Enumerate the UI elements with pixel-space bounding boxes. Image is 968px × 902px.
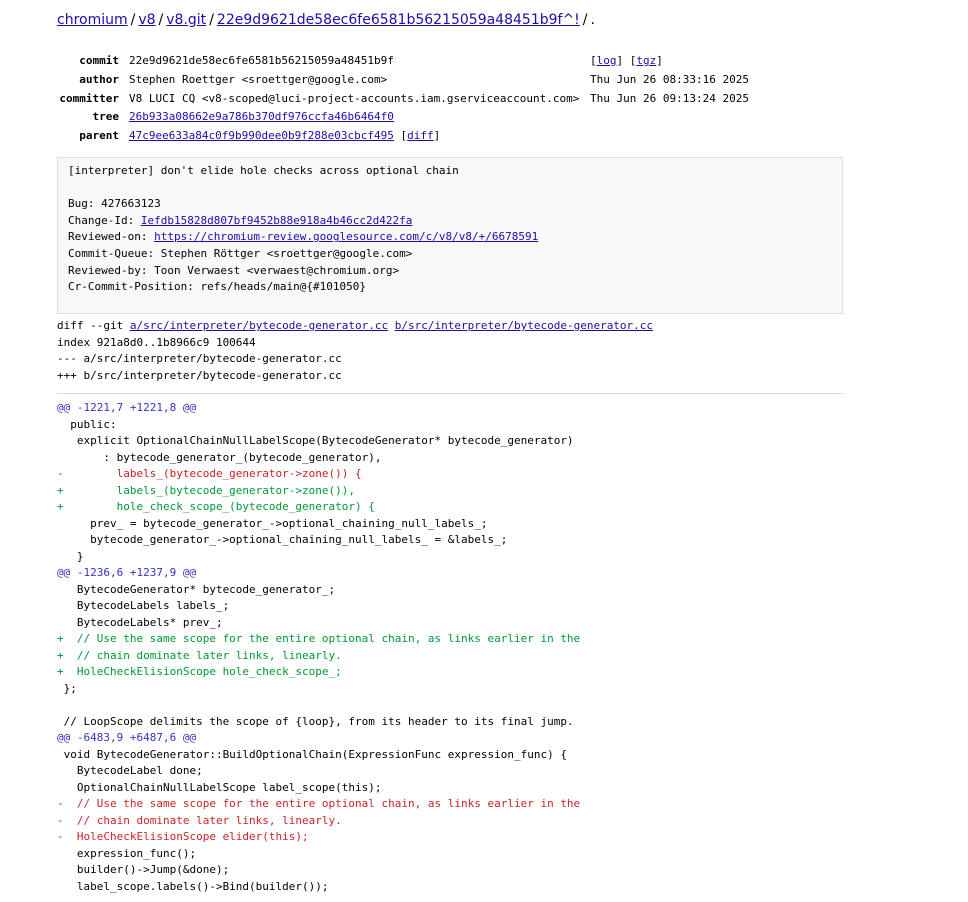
committer-label: committer: [59, 91, 119, 105]
diff-context-line: explicit OptionalChainNullLabelScope(BytecodeGenerator* bytecode_generator): [57, 434, 574, 447]
commit-links: [log] [tgz]: [590, 54, 663, 67]
diff-context-line: OptionalChainNullLabelScope label_scope(this);: [57, 780, 382, 794]
reviewed-on-line: [68, 229, 832, 246]
breadcrumb-link-commit[interactable]: 22e9d9621de58ec6fe6581b56215059a48451b9f^!: [216, 12, 580, 28]
commit-row: [57, 52, 847, 71]
diff-context-line: : bytecode_generator_(bytecode_generator),: [57, 450, 382, 464]
commit-queue-line: Commit-Queue: Stephen Röttger <sroettger@google.com>: [68, 246, 413, 260]
breadcrumb-link-chromium[interactable]: chromium: [57, 12, 128, 28]
reviewed-by-line: Reviewed-by: Toon Verwaest <verwaest@chromium.org>: [68, 263, 400, 277]
message-blank-line: [68, 180, 832, 197]
diff-removed-line: - HoleCheckElisionScope elider(this);: [57, 830, 309, 843]
diff-body: [57, 400, 580, 895]
diff-removed-line: - // Use the same scope for the entire optional chain, as links earlier in the: [57, 797, 581, 810]
tree-value: [129, 108, 394, 127]
diff-context-line: label_scope.labels()->Bind(builder());: [57, 879, 329, 893]
diff-context-line: BytecodeLabels* prev_;: [57, 615, 223, 629]
parent-label: parent: [79, 129, 119, 142]
diff-hunk-header: @@ -6483,9 +6487,6 @@: [57, 731, 197, 744]
breadcrumb-separator: /: [158, 12, 164, 28]
author-label: author: [79, 72, 119, 86]
diff-context-line: void BytecodeGenerator::BuildOptionalChain(ExpressionFunc expression_func) {: [57, 747, 567, 761]
parent-link[interactable]: 47c9ee633a84c0f9b990dee0b9f288e03cbcf495: [129, 129, 394, 142]
diff-context-line: BytecodeLabels labels_;: [57, 599, 230, 612]
breadcrumb-link-v8[interactable]: v8: [138, 12, 156, 28]
diff-context-line: expression_func();: [57, 846, 197, 860]
diff-added-line: + labels_(bytecode_generator->zone()),: [57, 483, 356, 497]
breadcrumb-separator: /: [582, 12, 588, 28]
diff-removed-line: - // chain dominate later links, linearly.: [57, 813, 342, 827]
diff-context-line: bytecode_generator_->optional_chaining_null_labels_ = &labels_;: [57, 533, 508, 546]
author-date: Thu Jun 26 08:33:16 2025: [590, 72, 749, 86]
diff-context-line: prev_ = bytecode_generator_->optional_chaining_null_labels_;: [57, 516, 488, 530]
diff-context-line: BytecodeGenerator* bytecode_generator_;: [57, 582, 336, 596]
commit-message: [57, 157, 843, 314]
bug-line: Bug: 427663123: [68, 197, 161, 211]
diff-link[interactable]: diff: [407, 129, 434, 142]
diff-removed-line: - labels_(bytecode_generator->zone()) {: [57, 467, 362, 480]
change-id-link[interactable]: Iefdb15828d807bf9452b88e918a4b46cc2d422fa: [140, 213, 413, 227]
diff-minus-file-line: --- a/src/interpreter/bytecode-generator.cc: [57, 352, 342, 365]
tree-link[interactable]: 26b933a08662e9a786b370df976ccfa46b6464f0: [129, 110, 394, 124]
log-link[interactable]: log: [596, 54, 617, 67]
change-id-label: Change-Id:: [68, 213, 141, 227]
diff-added-line: + hole_check_scope_(bytecode_generator) {: [57, 500, 375, 513]
diff-hunk-header: @@ -1221,7 +1221,8 @@: [57, 401, 197, 414]
breadcrumb-current: .: [590, 12, 595, 28]
tree-row: [57, 108, 847, 127]
author-value: Stephen Roettger <sroettger@google.com>: [129, 72, 388, 86]
diff-context-line: builder()->Jump(&done);: [57, 863, 230, 876]
author-row: [57, 71, 847, 90]
diff-added-line: + // chain dominate later links, linearly.: [57, 648, 342, 662]
diff-context-line: public:: [57, 417, 117, 431]
diff-context-line: BytecodeLabel done;: [57, 764, 203, 777]
tgz-link[interactable]: tgz: [636, 54, 657, 67]
diff-plus-file-line: +++ b/src/interpreter/bytecode-generator.cc: [57, 368, 342, 382]
diff-b-path-link[interactable]: b/src/interpreter/bytecode-generator.cc: [394, 319, 654, 332]
committer-date: Thu Jun 26 09:13:24 2025: [590, 91, 749, 105]
change-id-line: [68, 213, 832, 230]
parent-value: 47c9ee633a84c0f9b990dee0b9f288e03cbcf495 [diff]: [129, 129, 441, 142]
breadcrumb: [57, 12, 595, 28]
diff-added-line: + // Use the same scope for the entire optional chain, as links earlier in the: [57, 632, 581, 645]
diff-added-line: + HoleCheckElisionScope hole_check_scope_;: [57, 665, 342, 678]
breadcrumb-separator: /: [130, 12, 136, 28]
diff-context-line: [57, 697, 580, 714]
diff-hunk-header: @@ -1236,6 +1237,9 @@: [57, 566, 197, 579]
parent-row: [57, 127, 847, 146]
diff-git-prefix: diff --git: [57, 319, 130, 332]
diff-header: [57, 318, 653, 384]
diff-context-line: // LoopScope delimits the scope of {loop}, from its header to its final jump.: [57, 714, 574, 728]
reviewed-on-label: Reviewed-on:: [68, 230, 155, 244]
cr-commit-position-line: Cr-Commit-Position: refs/heads/main@{#101050}: [68, 280, 367, 294]
commit-label: commit: [79, 54, 119, 67]
commit-subject: [interpreter] don't elide hole checks across optional chain: [68, 164, 459, 177]
breadcrumb-separator: /: [209, 12, 214, 28]
commit-hash: 22e9d9621de58ec6fe6581b56215059a48451b9f: [129, 54, 394, 67]
committer-value: V8 LUCI CQ <v8-scoped@luci-project-accounts.iam.gserviceaccount.com>: [129, 91, 580, 105]
diff-a-path-link[interactable]: a/src/interpreter/bytecode-generator.cc: [129, 319, 389, 332]
breadcrumb-link-v8-git[interactable]: v8.git: [166, 12, 207, 28]
committer-row: [57, 90, 847, 109]
diff-context-line: };: [57, 681, 77, 695]
diff-context-line: }: [57, 549, 84, 563]
diff-git-line: [57, 318, 653, 335]
commit-metadata: [57, 52, 847, 146]
diff-index-line: index 921a8d0..1b8966c9 100644: [57, 335, 256, 349]
tree-label: tree: [92, 110, 119, 124]
diff-divider: [57, 393, 845, 394]
reviewed-on-link[interactable]: https://chromium-review.googlesource.com/c/v8/v8/+/6678591: [154, 230, 539, 244]
